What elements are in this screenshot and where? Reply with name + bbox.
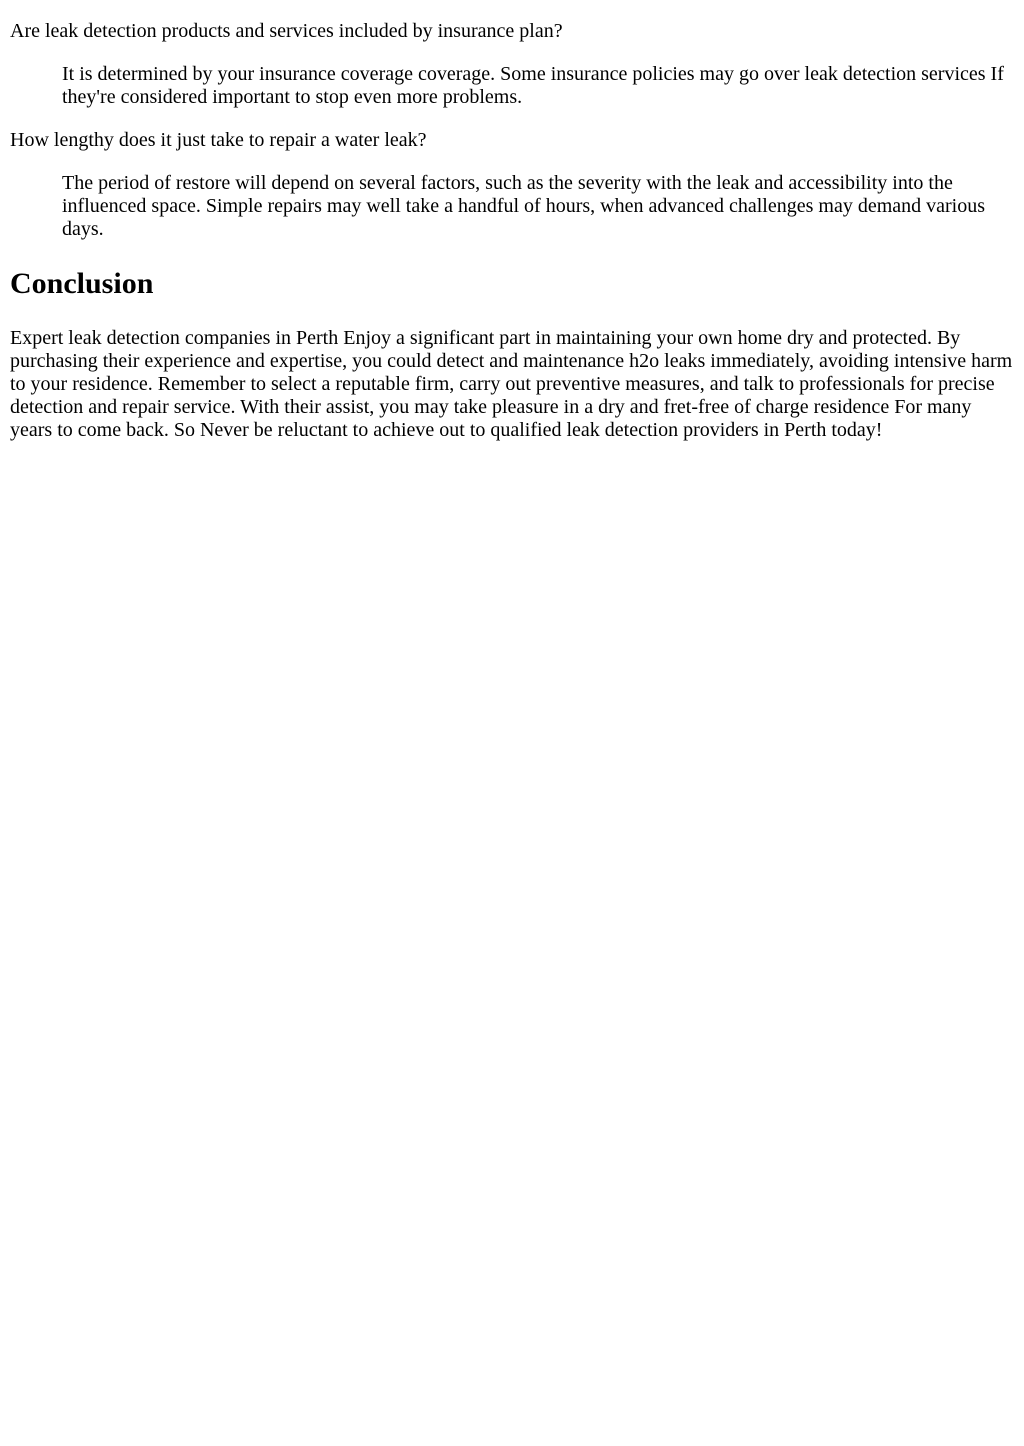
faq-answer: It is determined by your insurance coverage coverage. Some insurance policies may go over leak detection services If they're considered important to stop even more problems. <box>62 63 1004 108</box>
faq-answer: The period of restore will depend on several factors, such as the severity with the leak and accessibility into the influenced space. Simple repairs may well take a handful of hours, when advanced challenges may demand various days. <box>62 172 986 240</box>
conclusion-paragraph: Expert leak detection companies in Perth Enjoy a significant part in maintaining your own home dry and protected. By purchasing their experience and expertise, you could detect and maintenance h2o leaks immediately, avoiding intensive harm to your residence. Remember to select a reputable firm, carry out preventive measures, and talk to professionals for precise detection and repair service. With their assist, you may take pleasure in a dry and fret-free of charge residence For many years to come back. So Never be reluctant to achieve out to qualified leak detection providers in Perth today! <box>10 327 1013 441</box>
faq-list <box>10 20 1014 241</box>
faq-question: Are leak detection products and services included by insurance plan? <box>10 20 563 42</box>
conclusion-heading: Conclusion <box>10 267 154 300</box>
faq-question: How lengthy does it just take to repair a water leak? <box>10 129 427 151</box>
